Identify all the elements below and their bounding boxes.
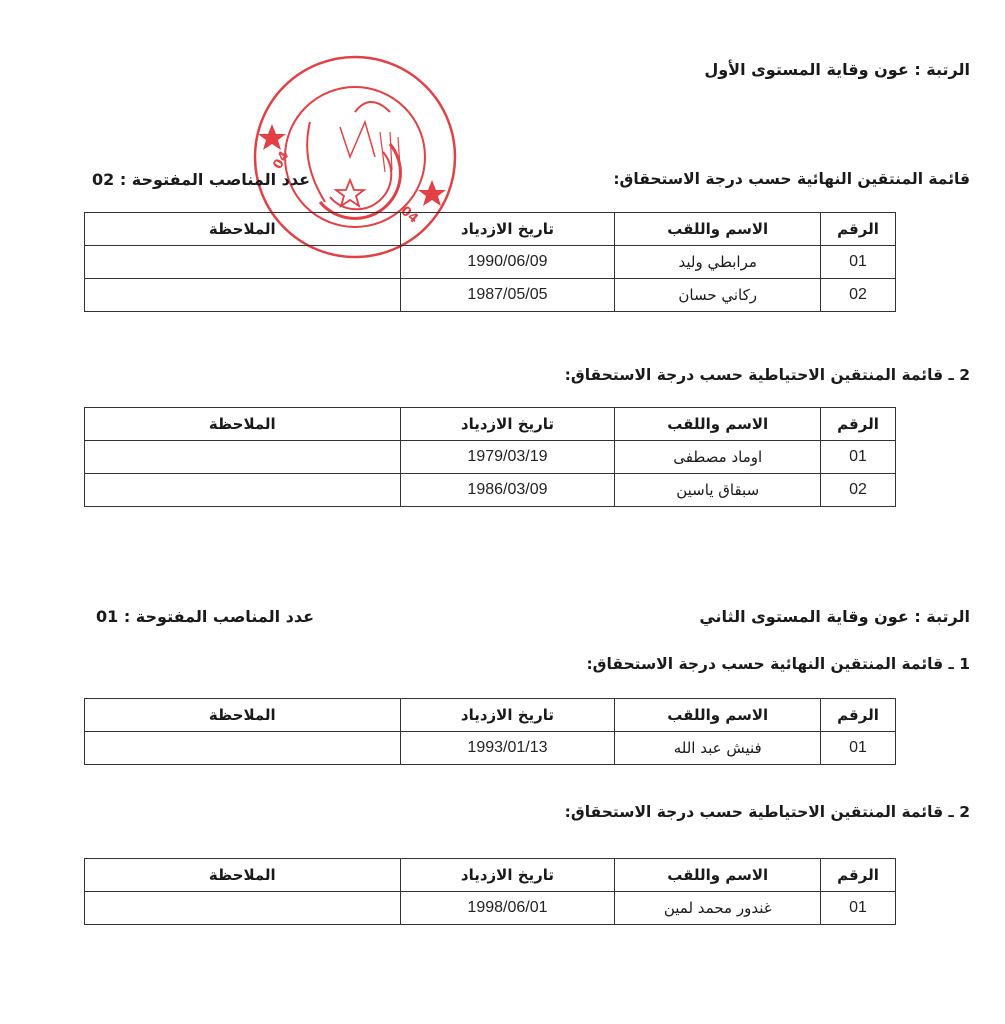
table-row (85, 474, 896, 507)
svg-text:04: 04 (270, 148, 293, 172)
col-note: الملاحظة (85, 213, 401, 246)
row-birthdate: 1986/03/09 (400, 474, 615, 507)
row-number: 02 (821, 474, 896, 507)
row-birthdate: 1990/06/09 (400, 246, 615, 279)
col-birthdate: تاريخ الازدياد (400, 699, 615, 732)
rank-title-level-1: الرتبة : عون وقاية المستوى الأول (704, 60, 970, 79)
row-number: 01 (821, 892, 896, 925)
col-number: الرقم (821, 859, 896, 892)
col-birthdate: تاريخ الازدياد (400, 859, 615, 892)
row-birthdate: 1998/06/01 (400, 892, 615, 925)
reserve-list-title-level-1: 2 ـ قائمة المنتقين الاحتياطية حسب درجة الاستحقاق: (564, 366, 970, 384)
col-number: الرقم (821, 699, 896, 732)
row-name: سبقاق ياسين (615, 474, 821, 507)
col-birthdate: تاريخ الازدياد (400, 213, 615, 246)
table-row (85, 732, 896, 765)
table-row (85, 441, 896, 474)
final-list-title-level-1: قائمة المنتقين النهائية حسب درجة الاستحقاق: (613, 170, 970, 188)
reserve-list-table-level-2 (84, 858, 896, 925)
row-name: غندور محمد لمين (615, 892, 821, 925)
reserve-list-title-level-2: 2 ـ قائمة المنتقين الاحتياطية حسب درجة الاستحقاق: (564, 803, 970, 821)
table-header-row (85, 699, 896, 732)
row-number: 01 (821, 732, 896, 765)
row-name: مرابطي وليد (615, 246, 821, 279)
col-birthdate: تاريخ الازدياد (400, 408, 615, 441)
star-right-icon (418, 180, 446, 206)
col-note: الملاحظة (85, 859, 401, 892)
col-name: الاسم واللقب (615, 213, 821, 246)
row-note (85, 441, 401, 474)
row-note (85, 246, 401, 279)
open-positions-count-level-2: عدد المناصب المفتوحة : 01 (96, 607, 315, 626)
row-birthdate: 1993/01/13 (400, 732, 615, 765)
svg-text:04: 04 (397, 203, 421, 227)
col-name: الاسم واللقب (615, 859, 821, 892)
col-note: الملاحظة (85, 699, 401, 732)
row-note (85, 474, 401, 507)
row-note (85, 732, 401, 765)
col-note: الملاحظة (85, 408, 401, 441)
table-row (85, 246, 896, 279)
reserve-list-table-level-1 (84, 407, 896, 507)
final-list-table-level-2 (84, 698, 896, 765)
col-number: الرقم (821, 408, 896, 441)
final-list-title-level-2: 1 ـ قائمة المنتقين النهائية حسب درجة الاستحقاق: (586, 655, 970, 673)
row-name: فنيش عبد الله (615, 732, 821, 765)
col-name: الاسم واللقب (615, 699, 821, 732)
row-number: 02 (821, 279, 896, 312)
rank-title-level-2: الرتبة : عون وقاية المستوى الثاني (699, 607, 970, 626)
table-row (85, 279, 896, 312)
row-note (85, 279, 401, 312)
row-birthdate: 1987/05/05 (400, 279, 615, 312)
table-header-row (85, 859, 896, 892)
row-name: ركاني حسان (615, 279, 821, 312)
final-list-table-level-1 (84, 212, 896, 312)
open-positions-count-level-1: عدد المناصب المفتوحة : 02 (92, 170, 311, 189)
col-name: الاسم واللقب (615, 408, 821, 441)
table-row (85, 892, 896, 925)
row-number: 01 (821, 246, 896, 279)
row-note (85, 892, 401, 925)
row-birthdate: 1979/03/19 (400, 441, 615, 474)
table-header-row (85, 408, 896, 441)
table-header-row (85, 213, 896, 246)
row-number: 01 (821, 441, 896, 474)
row-name: اوماد مصطفى (615, 441, 821, 474)
col-number: الرقم (821, 213, 896, 246)
star-left-icon (258, 124, 286, 150)
